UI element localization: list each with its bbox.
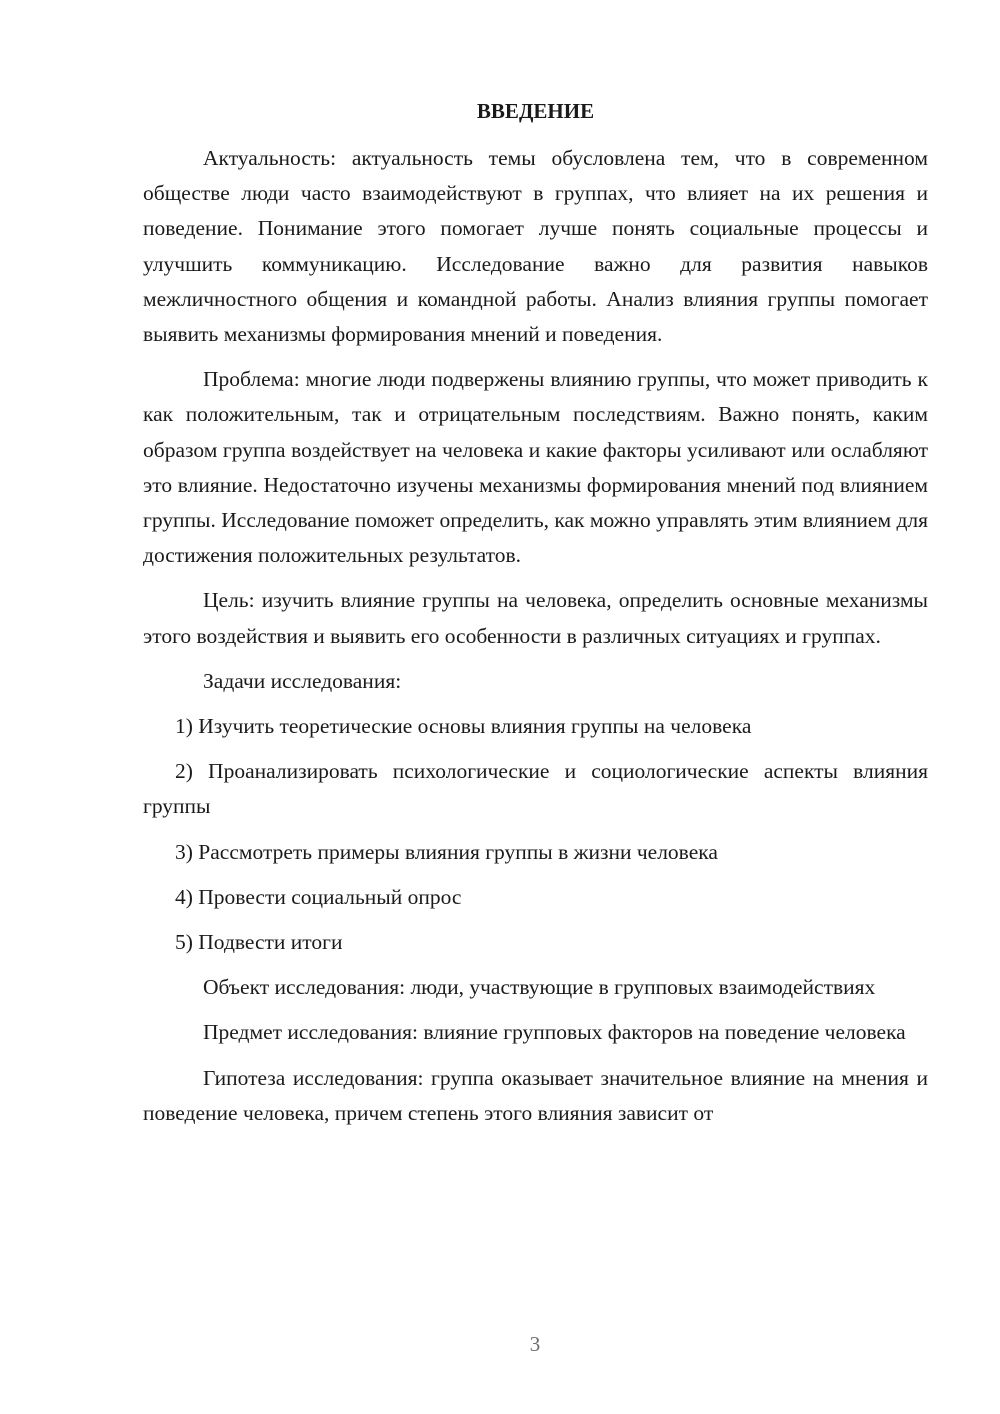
problem-paragraph: Проблема: многие люди подвержены влиянию группы, что может приводить к как положительным, так и отрицательным последствиям. Важно понять, каким образом группа воздействует на человека и какие факторы усиливают или ослабляют это влияние. Недостаточно изучены механизмы формирования мнений под влиянием группы. Исследование поможет определить, как можно управлять этим влиянием для достижения положительных результатов. <box>143 367 928 568</box>
object-paragraph: Объект исследования: люди, участвующие в групповых взаимодействиях <box>203 975 876 1000</box>
page-number: 3 <box>529 1332 541 1356</box>
task-item-3: 3) Рассмотреть примеры влияния группы в жизни человека <box>175 839 718 864</box>
task-item-5: 5) Подвести итоги <box>175 930 343 955</box>
task-item-2: 2) Проанализировать психологические и социологические аспекты влияния группы <box>143 759 928 819</box>
task-item-1: 1) Изучить теоретические основы влияния группы на человека <box>175 714 752 739</box>
subject-paragraph: Предмет исследования: влияние групповых факторов на поведение человека <box>203 1020 906 1045</box>
tasks-heading: Задачи исследования: <box>203 668 402 693</box>
task-item-4: 4) Провести социальный опрос <box>175 884 462 909</box>
relevance-paragraph: Актуальность: актуальность темы обусловлена тем, что в современном обществе люди часто взаимодействуют в группах, что влияет на их решения и поведение. Понимание этого помогает лучше понять социальные процессы и улучшить коммуникацию. Исследование важно для развития навыков межличностного общения и командной работы. Анализ влияния группы помогает выявить механизмы формирования мнений и поведения. <box>143 146 928 347</box>
document-page <box>143 94 928 1131</box>
hypothesis-paragraph: Гипотеза исследования: группа оказывает значительное влияние на мнения и поведение человека, причем степень этого влияния зависит от <box>143 1065 928 1125</box>
section-title: ВВЕДЕНИЕ <box>476 99 595 123</box>
goal-paragraph: Цель: изучить влияние группы на человека, определить основные механизмы этого воздействия и выявить его особенности в различных ситуациях и группах. <box>143 588 928 648</box>
